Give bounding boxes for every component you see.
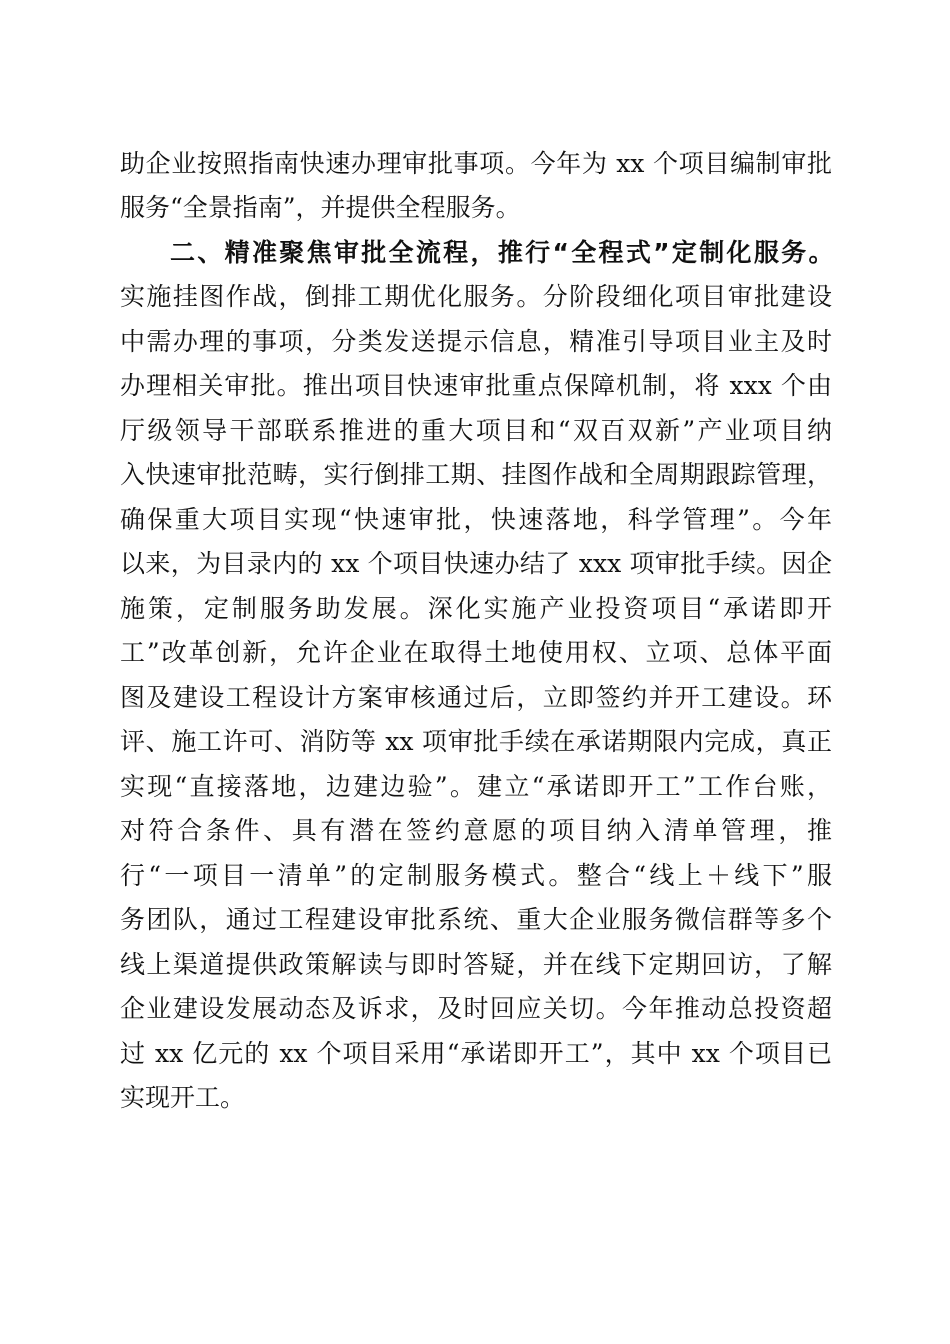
paragraph-line: 图及建设工程设计方案审核通过后，立即签约并开工建设。环: [120, 683, 832, 712]
paragraph-line: 施策，定制服务助发展。深化实施产业投资项目“承诺即开: [120, 594, 832, 623]
paragraph-line: 以来，为目录内的 xx 个项目快速办结了 xxx 项审批手续。因企: [120, 549, 832, 578]
paragraph-line: 工”改革创新，允许企业在取得土地使用权、立项、总体平面: [120, 638, 832, 667]
paragraph-line: 线上渠道提供政策解读与即时答疑，并在线下定期回访，了解: [120, 950, 832, 979]
paragraph-line: 实施挂图作战，倒排工期优化服务。分阶段细化项目审批建设: [120, 282, 832, 311]
paragraph-line: 评、施工许可、消防等 xx 项审批手续在承诺期限内完成，真正: [120, 727, 832, 756]
paragraph-line: 服务“全景指南”，并提供全程服务。: [120, 193, 521, 222]
paragraph-line: 确保重大项目实现“快速审批，快速落地，科学管理”。今年: [120, 505, 832, 534]
paragraph-line: 过 xx 亿元的 xx 个项目采用“承诺即开工”，其中 xx 个项目已: [120, 1039, 832, 1068]
paragraph-line: 厅级领导干部联系推进的重大项目和“双百双新”产业项目纳: [120, 416, 832, 445]
paragraph-line: 行“一项目一清单”的定制服务模式。整合“线上＋线下”服: [120, 861, 832, 890]
paragraph-line: 助企业按照指南快速办理审批事项。今年为 xx 个项目编制审批: [120, 149, 832, 178]
paragraph-line: 实现“直接落地，边建边验”。建立“承诺即开工”工作台账，: [120, 772, 832, 801]
paragraph-line: 实现开工。: [120, 1083, 246, 1112]
paragraph-line: 入快速审批范畴，实行倒排工期、挂图作战和全周期跟踪管理，: [120, 460, 832, 489]
paragraph-line: 对符合条件、具有潜在签约意愿的项目纳入清单管理，推: [120, 816, 832, 845]
paragraph-line: 中需办理的事项，分类发送提示信息，精准引导项目业主及时: [120, 327, 832, 356]
paragraph-line: 办理相关审批。推出项目快速审批重点保障机制，将 xxx 个由: [120, 371, 832, 400]
paragraph-line: 企业建设发展动态及诉求，及时回应关切。今年推动总投资超: [120, 994, 832, 1023]
paragraph-line: 务团队，通过工程建设审批系统、重大企业服务微信群等多个: [120, 905, 832, 934]
section-heading: 二、精准聚焦审批全流程，推行“全程式”定制化服务。: [170, 238, 834, 267]
